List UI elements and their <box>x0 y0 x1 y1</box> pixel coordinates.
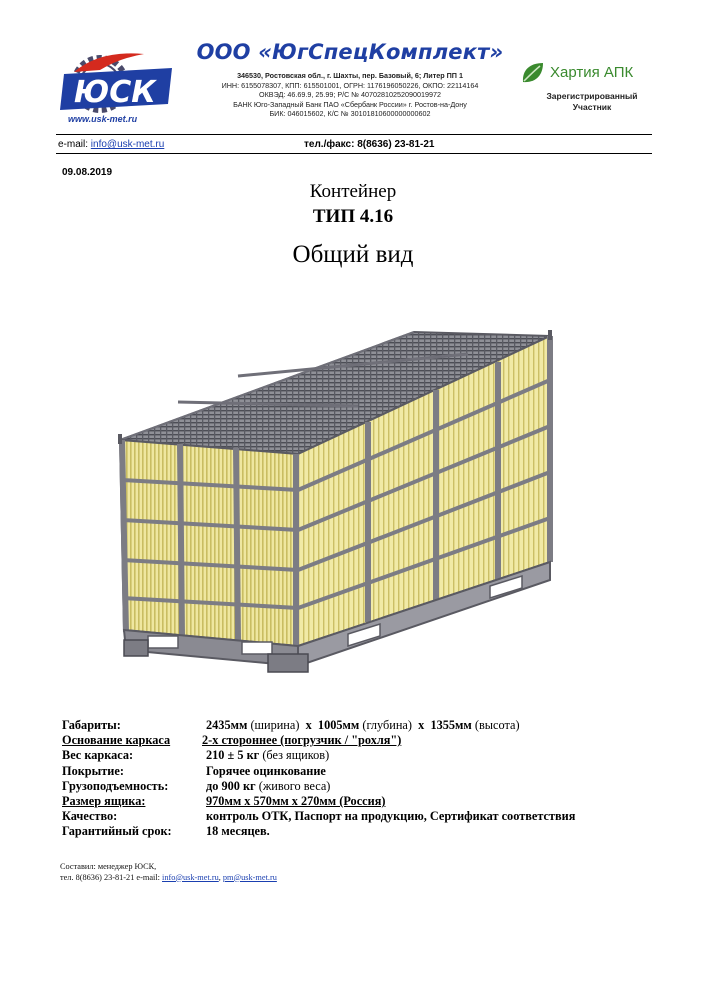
spec-row-weight <box>62 748 662 763</box>
contact-phone: тел./факс: 8(8636) 23-81-21 <box>304 139 435 150</box>
spec-label: Гарантийный срок: <box>62 824 172 839</box>
spec-label: Грузоподъемность: <box>62 778 169 793</box>
apk-line1: Зарегистрированный <box>546 91 638 101</box>
company-bik: БИК: 046015602, К/С № 30101810600000000602 <box>269 109 431 119</box>
container-drawing <box>118 330 566 692</box>
header-divider <box>56 134 652 135</box>
spec-row-coating <box>62 764 662 779</box>
spec-value: до 900 кг (живого веса) <box>206 778 331 793</box>
leaf-icon <box>520 60 546 86</box>
spec-label: Качество: <box>62 809 118 824</box>
company-name: ООО «ЮгСпецКомплект» <box>196 40 504 64</box>
spec-label: Габариты: <box>62 718 121 732</box>
logo-text: ЮСК <box>74 75 156 110</box>
spec-value: 2435мм (ширина) x 1005мм (глубина) x 1355мм (высота) <box>206 718 520 732</box>
company-bank: БАНК Юго-Западный Банк ПАО «Сбербанк России» г. Ростов-на-Дону <box>233 99 467 109</box>
spec-row-dimensions <box>62 718 662 733</box>
spec-table <box>62 718 662 840</box>
apk-line2: Участник <box>572 102 612 112</box>
spec-value: Горячее оцинкование <box>206 763 326 778</box>
spec-value: 970мм х 570мм х 270мм (Россия) <box>206 793 386 808</box>
footer-note <box>60 862 277 883</box>
spec-row-base <box>62 733 662 748</box>
footer-contacts <box>60 873 277 884</box>
spec-row-capacity <box>62 779 662 794</box>
logo-url: www.usk-met.ru <box>68 114 138 124</box>
footer-author: Составил: менеджер ЮСК, <box>60 862 157 871</box>
company-ids: ИНН: 6155078307, КПП: 615501001, ОГРН: 1176196050226, ОКПО: 22114164 <box>221 80 479 90</box>
spec-label: Вес каркаса: <box>62 748 134 763</box>
email-label: e-mail: <box>58 139 89 150</box>
footer-email-pm[interactable]: pm@usk-met.ru <box>222 872 277 882</box>
document-date: 09.08.2019 <box>62 167 113 178</box>
email-link[interactable]: info@usk-met.ru <box>90 139 165 150</box>
contact-divider <box>56 153 652 154</box>
contact-line <box>58 139 652 152</box>
spec-label: Основание каркаса <box>62 733 171 748</box>
company-okved: ОКВЭД: 46.69.9, 25.99; Р/С № 40702810252090019972 <box>259 90 441 100</box>
apk-title: Хартия АПК <box>550 64 634 81</box>
contact-email <box>58 139 164 150</box>
spec-row-box-size <box>62 794 662 809</box>
spec-row-warranty <box>62 824 662 839</box>
company-logo <box>60 44 178 128</box>
spec-value: контроль ОТК, Паспорт на продукцию, Сертификат соответствия <box>206 809 576 824</box>
title-container: Контейнер <box>309 181 397 202</box>
spec-value: 18 месяцев. <box>206 824 270 839</box>
company-address: 346530, Ростовская обл., г. Шахты, пер. Базовый, 6; Литер ПП 1 <box>237 71 463 80</box>
spec-row-quality <box>62 809 662 824</box>
spec-value: 210 ± 5 кг (без ящиков) <box>206 748 330 763</box>
title-general-view: Общий вид <box>292 241 414 268</box>
footer-email-info[interactable]: info@usk-met.ru <box>162 872 219 882</box>
apk-charter-badge <box>520 60 660 118</box>
footer-phone: тел. 8(8636) 23-81-21 e-mail: <box>60 872 160 882</box>
spec-value: 2-х стороннее (погрузчик / "рохля") <box>202 733 402 748</box>
company-details <box>190 71 510 119</box>
spec-label: Размер ящика: <box>62 793 146 808</box>
footer-separator: , <box>218 872 221 882</box>
title-type: ТИП 4.16 <box>312 206 394 227</box>
apk-subtitle <box>526 91 658 113</box>
spec-label: Покрытие: <box>62 763 124 778</box>
